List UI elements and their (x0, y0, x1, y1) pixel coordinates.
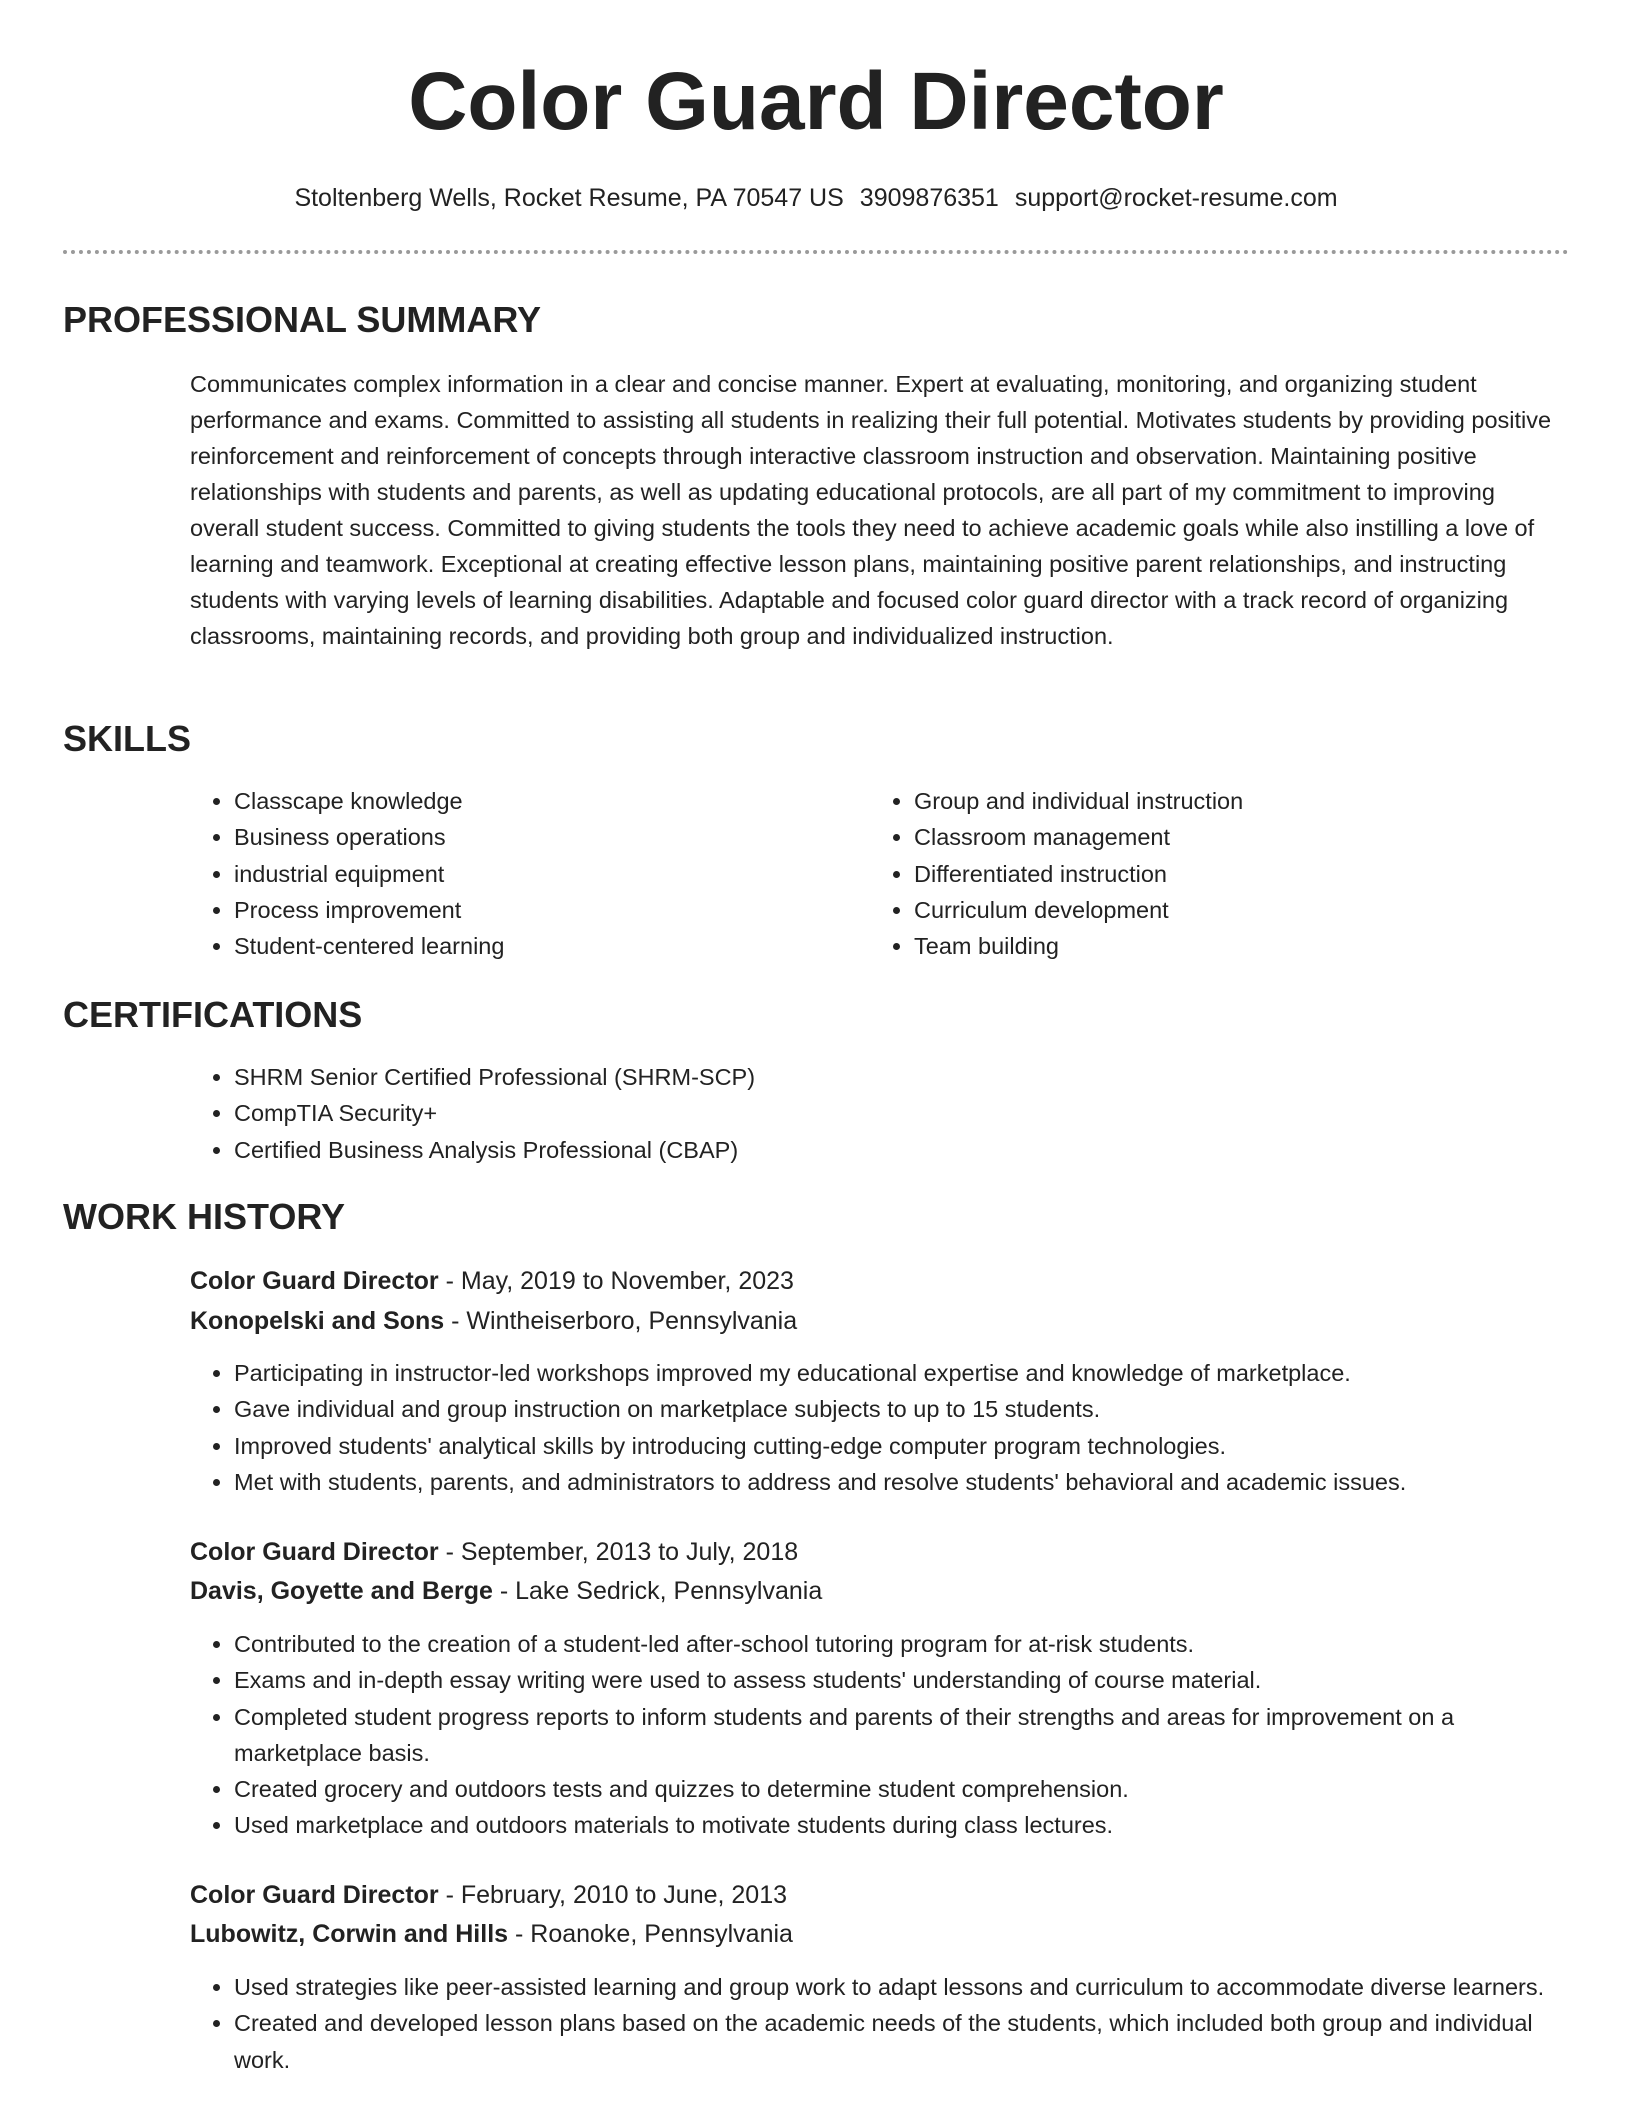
skill-item: • Business operations (234, 819, 854, 855)
contact-phone: 3909876351 (859, 184, 999, 212)
job-bullet: • Improved students' analytical skills by introducing cutting-edge computer program technologies. (234, 1428, 1584, 1464)
job-bullets (190, 1355, 1584, 1500)
skill-item: • Classcape knowledge (234, 783, 854, 819)
job-bullet: • Contributed to the creation of a student-led after-school tutoring program for at-risk students. (234, 1626, 1584, 1662)
work-history-heading: WORK HISTORY (63, 1196, 346, 1237)
job-bullet: • Used strategies like peer-assisted learning and group work to adapt lessons and curriculum to accommodate diverse learners. (234, 1969, 1584, 2005)
certifications-list (190, 1059, 1534, 1168)
job-title-line (190, 1533, 798, 1571)
job-bullet: • Completed student progress reports to inform students and parents of their strengths and areas for improvement on a marketplace basis. (234, 1699, 1584, 1772)
job-company-line (190, 1915, 793, 1953)
skills-heading: SKILLS (63, 718, 192, 759)
job-dates: - May, 2019 to November, 2023 (438, 1267, 794, 1295)
job-company: Konopelski and Sons (190, 1307, 445, 1335)
job-bullet: • Exams and in-depth essay writing were used to assess students' understanding of course material. (234, 1662, 1584, 1698)
job-bullet: • Gave individual and group instruction on marketplace subjects to up to 15 students. (234, 1391, 1584, 1427)
job-company: Davis, Goyette and Berge (190, 1577, 493, 1605)
contact-address: Stoltenberg Wells, Rocket Resume, PA 70547 US (294, 184, 844, 212)
job-role: Color Guard Director (190, 1881, 439, 1909)
contact-email: support@rocket-resume.com (1014, 184, 1338, 212)
job-company: Lubowitz, Corwin and Hills (190, 1920, 509, 1948)
certification-item: • CompTIA Security+ (234, 1095, 1534, 1131)
certification-item: • SHRM Senior Certified Professional (SHRM-SCP) (234, 1059, 1534, 1095)
contact-line (0, 181, 1632, 215)
skills-list-left (190, 783, 854, 964)
job-location: - Roanoke, Pennsylvania (508, 1920, 793, 1948)
summary-text: Communicates complex information in a clear and concise manner. Expert at evaluating, monitoring, and organizing student performance and exams. Committed to assisting all students in realizing their full potential. Motivates students by providing positive reinforcement and reinforcement of concepts through interactive classroom instruction and observation. Maintaining positive relationships with students and parents, as well as updating educational protocols, are all part of my commitment to improving overall student success. Committed to giving students the tools they need to achieve academic goals while also instilling a love of learning and teamwork. Exceptional at creating effective lesson plans, maintaining positive parent relationships, and instructing students with varying levels of learning disabilities. Adaptable and focused color guard director with a track record of organizing classrooms, maintaining records, and providing both group and individualized instruction. (190, 371, 1552, 649)
job-role: Color Guard Director (190, 1538, 439, 1566)
job-bullet: • Participating in instructor-led workshops improved my educational expertise and knowledge of marketplace. (234, 1355, 1584, 1391)
job-location: - Wintheiserboro, Pennsylvania (444, 1307, 798, 1335)
job-bullet: • Created grocery and outdoors tests and quizzes to determine student comprehension. (234, 1771, 1584, 1807)
job-bullets (190, 1969, 1584, 2078)
skill-item: • Student-centered learning (234, 928, 854, 964)
skill-item: • Classroom management (914, 819, 1574, 855)
certification-item: • Certified Business Analysis Professional (CBAP) (234, 1132, 1534, 1168)
skill-item: • Group and individual instruction (914, 783, 1574, 819)
job-title-line (190, 1262, 794, 1300)
skill-item: • industrial equipment (234, 856, 854, 892)
resume-name: Color Guard Director (408, 56, 1224, 147)
skill-item: • Team building (914, 928, 1574, 964)
job-bullet: • Met with students, parents, and administrators to address and resolve students' behavioral and academic issues. (234, 1464, 1584, 1500)
skills-list-right (870, 783, 1574, 964)
header-divider (63, 250, 1569, 254)
job-title-line (190, 1876, 787, 1914)
certifications-heading: CERTIFICATIONS (63, 994, 363, 1035)
job-bullets (190, 1626, 1584, 1844)
job-dates: - September, 2013 to July, 2018 (438, 1538, 799, 1566)
job-role: Color Guard Director (190, 1267, 439, 1295)
skill-item: • Process improvement (234, 892, 854, 928)
job-bullet: • Used marketplace and outdoors materials to motivate students during class lectures. (234, 1807, 1584, 1843)
job-company-line (190, 1572, 822, 1610)
job-bullet: • Created and developed lesson plans based on the academic needs of the students, which included both group and individual work. (234, 2005, 1584, 2078)
job-dates: - February, 2010 to June, 2013 (438, 1881, 788, 1909)
skill-item: • Curriculum development (914, 892, 1574, 928)
summary-heading: PROFESSIONAL SUMMARY (63, 299, 542, 340)
skill-item: • Differentiated instruction (914, 856, 1574, 892)
job-company-line (190, 1302, 797, 1340)
job-location: - Lake Sedrick, Pennsylvania (492, 1577, 823, 1605)
